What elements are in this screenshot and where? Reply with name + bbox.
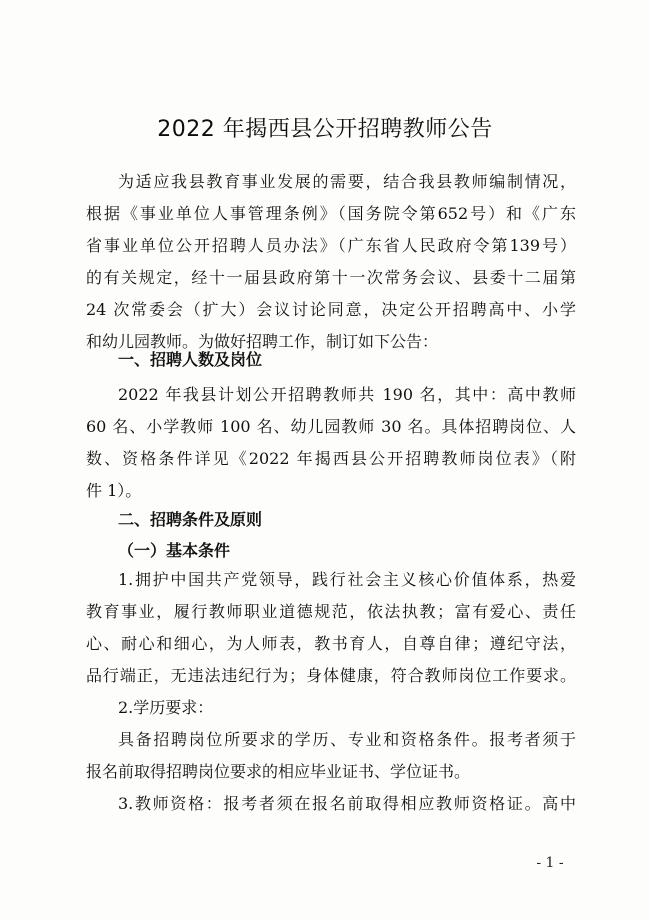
section1-line: 60 名、小学教师 100 名、幼儿园教师 30 名。具体招聘岗位、人 [86,417,576,436]
item3-line: 3.教师资格：报考者须在报名前取得相应教师资格证。高中 [118,794,576,813]
item1-line: 心、耐心和细心，为人师表，教书育人，自尊自律；遵纪守法， [86,634,576,653]
section-heading: 一、招聘人数及岗位 [118,350,263,369]
intro-line: 根据《事业单位人事管理条例》（国务院令第652号）和《广东 [86,204,576,223]
item1-line: 品行端正，无违法违纪行为；身体健康，符合教师岗位工作要求。 [86,666,576,685]
intro-line: 和幼儿园教师。为做好招聘工作，制订如下公告： [86,332,439,351]
section1-line: 2022 年我县计划公开招聘教师共 190 名，其中：高中教师 [118,385,576,404]
intro-line: 24 次常委会（扩大）会议讨论同意，决定公开招聘高中、小学 [86,300,576,319]
item1-line: 1.拥护中国共产党领导，践行社会主义核心价值体系，热爱 [118,570,576,589]
intro-line: 省事业单位公开招聘人员办法》（广东省人民政府令第139号） [86,236,576,255]
section1-line: 数、资格条件详见《2022 年揭西县公开招聘教师岗位表》（附 [86,449,576,468]
intro-line: 为适应我县教育事业发展的需要，结合我县教师编制情况， [118,172,576,191]
section1-line: 件 1）。 [86,481,142,500]
document-title: 2022 年揭西县公开招聘教师公告 [157,117,493,142]
item1-line: 教育事业，履行教师职业道德规范，依法执教；富有爱心、责任 [86,602,576,621]
subsection-heading: （一）基本条件 [118,541,231,560]
item2-line: 报名前取得招聘岗位要求的相应毕业证书、学位证书。 [86,762,471,781]
item2-label: 2.学历要求： [118,698,214,717]
item2-line: 具备招聘岗位所要求的学历、专业和资格条件。报考者须于 [118,730,576,749]
page-number: - 1 - [536,855,564,871]
section-heading: 二、招聘条件及原则 [118,510,263,529]
intro-line: 的有关规定，经十一届县政府第十一次常务会议、县委十二届第 [86,268,576,287]
